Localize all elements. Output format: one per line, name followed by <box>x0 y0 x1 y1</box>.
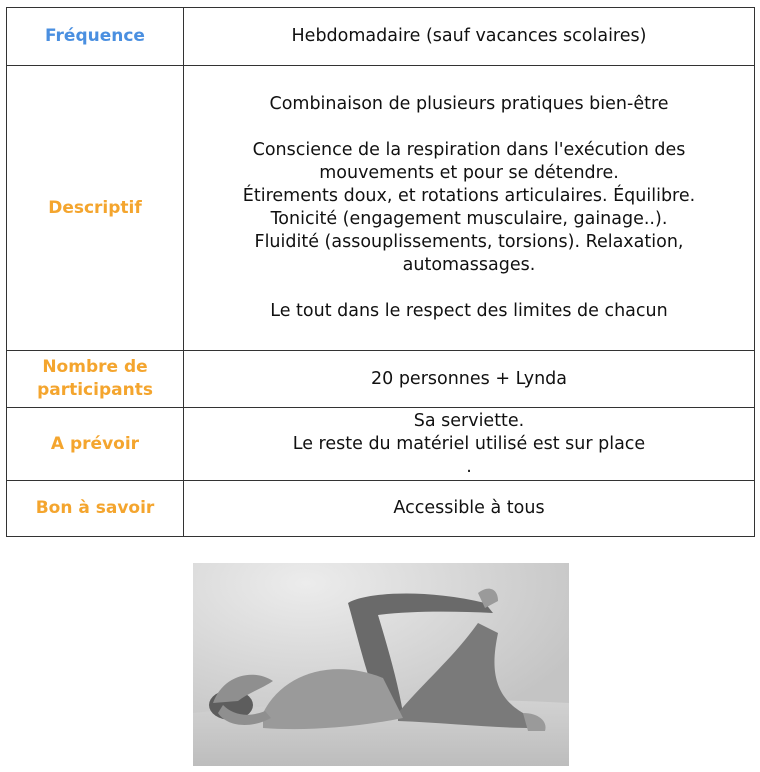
descriptif-line: mouvements et pour se détendre. <box>319 163 619 183</box>
row-label-descriptif: Descriptif <box>7 66 184 351</box>
descriptif-line: Tonicité (engagement musculaire, gainage..). <box>270 209 668 229</box>
table-row <box>7 351 755 408</box>
label-line: participants <box>37 380 153 400</box>
row-value-participants: 20 personnes + Lynda <box>184 351 755 408</box>
woman-stretching-illustration <box>193 563 569 766</box>
table-row <box>7 408 755 481</box>
table-row <box>7 8 755 66</box>
row-value-bon-a-savoir: Accessible à tous <box>184 481 755 537</box>
info-table <box>6 7 755 537</box>
descriptif-line: Le tout dans le respect des limites de chacun <box>270 301 668 321</box>
descriptif-line: Fluidité (assouplissements, torsions). Relaxation, <box>254 232 684 252</box>
exercise-photo <box>193 563 569 766</box>
row-value-descriptif <box>184 66 755 351</box>
table-row <box>7 66 755 351</box>
descriptif-line: automassages. <box>402 255 536 275</box>
row-label-bon-a-savoir: Bon à savoir <box>7 481 184 537</box>
descriptif-line: Conscience de la respiration dans l'exécution des <box>252 140 686 160</box>
prevoir-line: Sa serviette. <box>413 410 525 431</box>
prevoir-line: Le reste du matériel utilisé est sur place <box>292 433 646 454</box>
row-value-a-prevoir <box>184 408 755 481</box>
table-row <box>7 481 755 537</box>
row-value-frequence: Hebdomadaire (sauf vacances scolaires) <box>184 8 755 66</box>
label-line: Nombre de <box>42 357 148 377</box>
row-label-participants <box>7 351 184 408</box>
descriptif-line: Étirements doux, et rotations articulaires. Équilibre. <box>242 186 696 206</box>
row-label-frequence: Fréquence <box>7 8 184 66</box>
prevoir-line: . <box>466 456 472 477</box>
descriptif-line: Combinaison de plusieurs pratiques bien-être <box>269 94 669 114</box>
row-label-a-prevoir: A prévoir <box>7 408 184 481</box>
